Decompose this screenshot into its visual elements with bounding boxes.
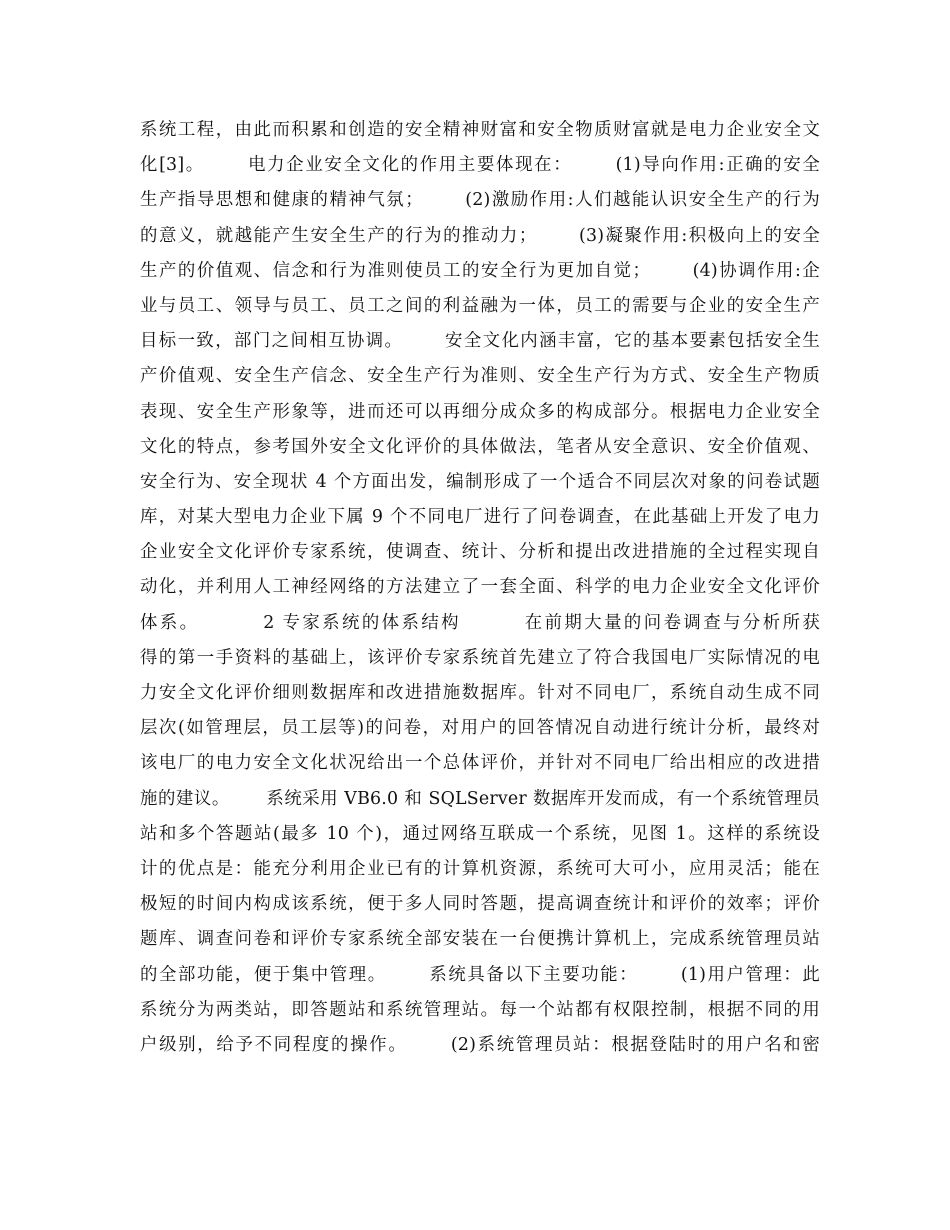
text-line: 施的建议。 系统采用 VB6.0 和 SQLServer 数据库开发而成，有一个系统管理员 xyxy=(140,788,820,809)
text-line: 计的优点是：能充分利用企业已有的计算机资源，系统可大可小，应用灵活；能在 xyxy=(140,858,820,879)
text-line: 文化的特点，参考国外安全文化评价的具体做法，笔者从安全意识、安全价值观、 xyxy=(140,436,820,457)
text-line: 该电厂的电力安全文化状况给出一个总体评价，并针对不同电厂给出相应的改进措 xyxy=(140,753,820,774)
text-line: 生产指导思想和健康的精神气氛； (2)激励作用:人们越能认识安全生产的行为 xyxy=(140,190,820,211)
body-text xyxy=(140,113,820,1063)
text-line: 表现、安全生产形象等，进而还可以再细分成众多的构成部分。根据电力企业安全 xyxy=(140,401,820,422)
text-line: 化[3]。 电力企业安全文化的作用主要体现在： (1)导向作用:正确的安全 xyxy=(140,155,820,176)
text-line: 业与员工、领导与员工、员工之间的利益融为一体，员工的需要与企业的安全生产 xyxy=(140,295,820,316)
text-line: 力安全文化评价细则数据库和改进措施数据库。针对不同电厂，系统自动生成不同 xyxy=(140,683,820,703)
text-line: 产价值观、安全生产信念、安全生产行为准则、安全生产行为方式、安全生产物质 xyxy=(140,366,820,387)
text-line: 得的第一手资料的基础上，该评价专家系统首先建立了符合我国电厂实际情况的电 xyxy=(140,647,820,668)
text-line: 的意义，就越能产生安全生产的行为的推动力； (3)凝聚作用:积极向上的安全 xyxy=(140,225,820,246)
text-line: 动化，并利用人工神经网络的方法建立了一套全面、科学的电力企业安全文化评价 xyxy=(140,577,820,598)
text-line: 的全部功能，便于集中管理。 系统具备以下主要功能： (1)用户管理：此 xyxy=(140,964,820,985)
text-line: 目标一致，部门之间相互协调。 安全文化内涵丰富，它的基本要素包括安全生 xyxy=(140,331,820,352)
text-line: 站和多个答题站(最多 10 个)，通过网络互联成一个系统，见图 1。这样的系统设 xyxy=(140,823,820,844)
text-line: 安全行为、安全现状 4 个方面出发，编制形成了一个适合不同层次对象的问卷试题 xyxy=(140,471,820,492)
text-line: 题库、调查问卷和评价专家系统全部安装在一台便携计算机上，完成系统管理员站 xyxy=(140,929,820,950)
text-line: 系统工程，由此而积累和创造的安全精神财富和安全物质财富就是电力企业安全文 xyxy=(140,120,820,140)
text-line: 生产的价值观、信念和行为准则使员工的安全行为更加自觉； (4)协调作用:企 xyxy=(140,260,820,281)
text-line: 极短的时间内构成该系统，便于多人同时答题，提高调查统计和评价的效率；评价 xyxy=(140,894,820,915)
text-line: 系统分为两类站，即答题站和系统管理站。每一个站都有权限控制，根据不同的用 xyxy=(140,999,820,1020)
text-line: 企业安全文化评价专家系统，使调查、统计、分析和提出改进措施的全过程实现自 xyxy=(140,542,820,563)
text-line: 层次(如管理层，员工层等)的问卷，对用户的回答情况自动进行统计分析，最终对 xyxy=(140,718,820,739)
text-line: 体系。 2 专家系统的体系结构 在前期大量的问卷调查与分析所获 xyxy=(140,612,820,633)
text-line: 库，对某大型电力企业下属 9 个不同电厂进行了问卷调查，在此基础上开发了电力 xyxy=(140,507,820,528)
text-line: 户级别，给予不同程度的操作。 (2)系统管理员站：根据登陆时的用户名和密 xyxy=(140,1034,820,1055)
